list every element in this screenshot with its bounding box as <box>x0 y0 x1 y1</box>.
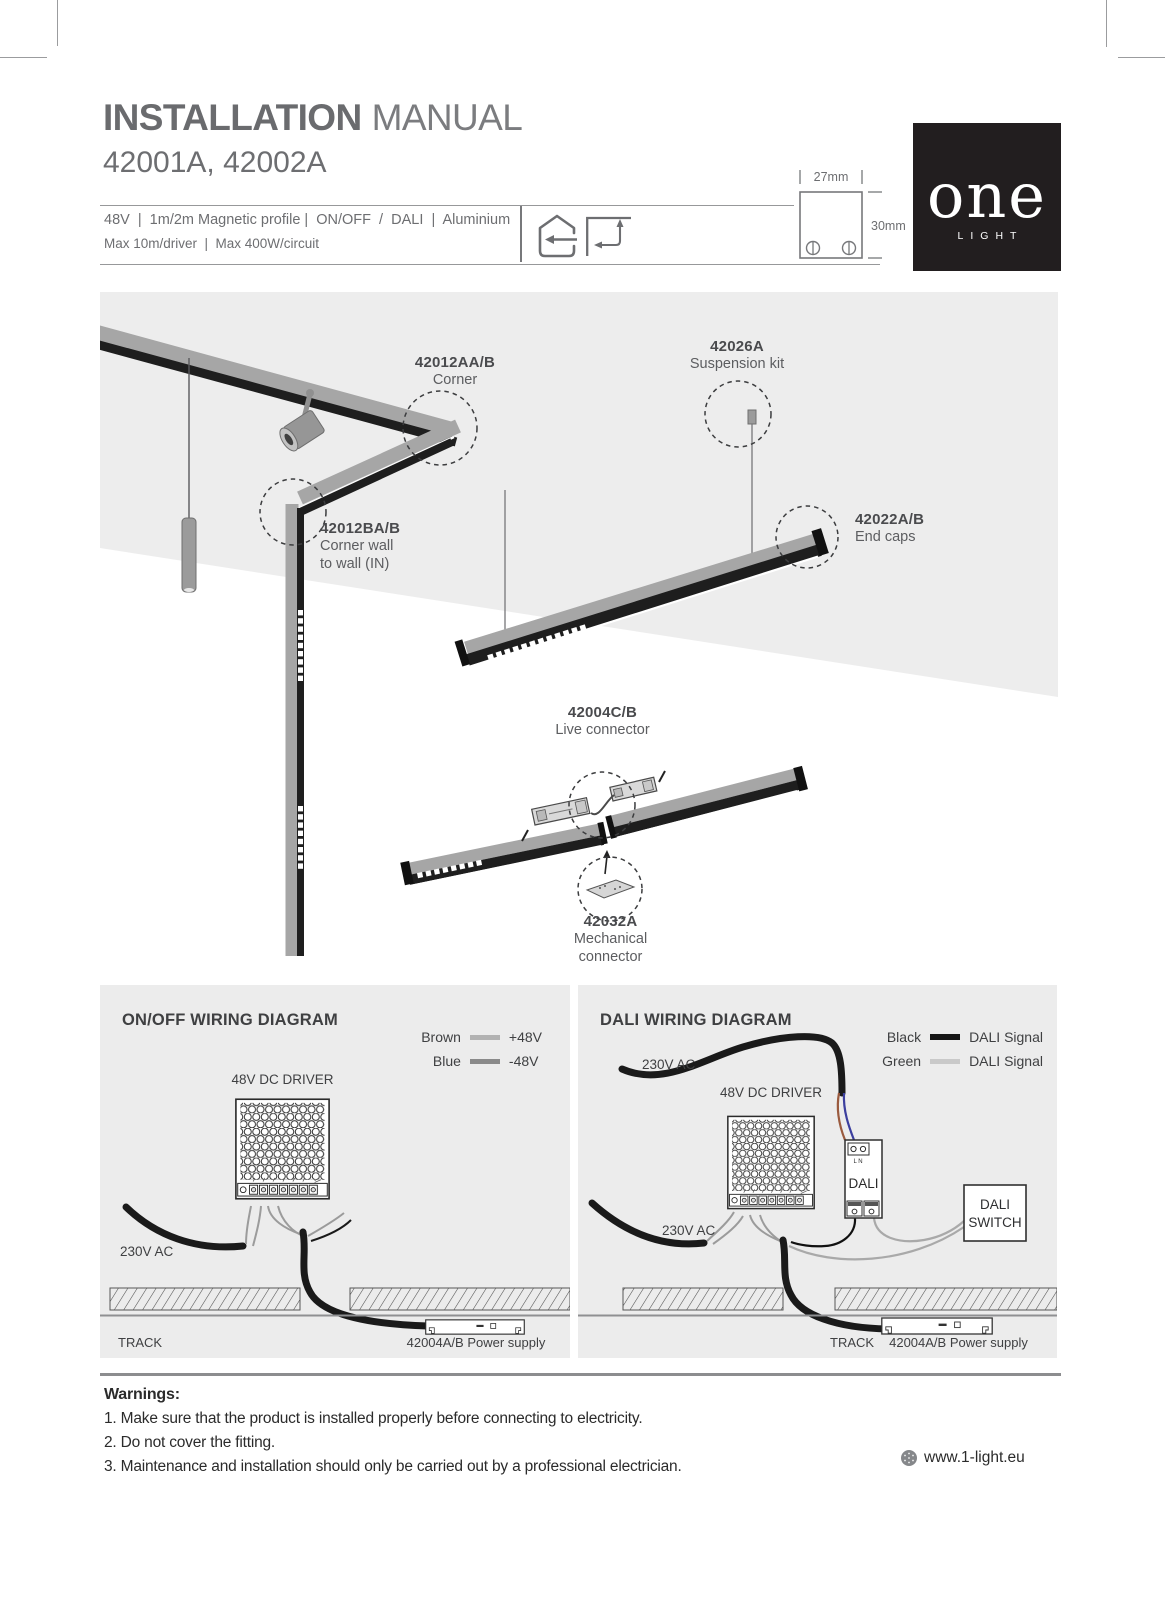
adjustable-direction-icon <box>586 211 632 257</box>
callout-mechanical-line2: connector <box>578 948 643 965</box>
onoff-driver-label: 48V DC DRIVER <box>231 1072 334 1087</box>
callout-mechanical <box>548 913 673 967</box>
callout-mechanical-line1: Mechanical <box>573 931 648 948</box>
onoff-track-label: TRACK <box>118 1335 163 1350</box>
spec-line-1: 48V | 1m/2m Magnetic profile | ON/OFF / DALI | Aluminium <box>104 212 511 228</box>
onoff-legend <box>421 1029 542 1069</box>
dimension-height-label: 30mm <box>871 219 906 233</box>
dali-wiring-panel <box>578 985 1057 1358</box>
callout-suspension-code: 42026A <box>710 338 764 355</box>
callout-end-caps-label: End caps <box>855 529 916 546</box>
globe-icon <box>900 1449 918 1467</box>
callout-end-caps <box>855 511 965 547</box>
warning-item-1: 1. Make sure that the product is installed properly before connecting to electricity. <box>104 1410 643 1427</box>
dali-legend-green-swatch <box>930 1059 960 1064</box>
suspension-kit-attachment <box>748 410 756 424</box>
dali-legend-black-swatch <box>930 1034 960 1040</box>
dali-module <box>845 1140 882 1218</box>
callout-suspension <box>672 338 802 374</box>
dali-title: DALI WIRING DIAGRAM <box>600 1011 792 1029</box>
dimension-width-label: 27mm <box>813 170 849 184</box>
dali-module-label: DALI <box>848 1176 879 1191</box>
crop-mark-top-left-h <box>0 57 47 58</box>
warnings-heading: Warnings: <box>104 1386 180 1403</box>
dali-supply-label: 42004A/B Power supply <box>889 1335 1028 1350</box>
dali-legend <box>882 1029 1043 1069</box>
live-connector-left <box>532 798 590 825</box>
onoff-title: ON/OFF WIRING DIAGRAM <box>122 1011 338 1029</box>
brand-logo-main: one <box>927 159 1047 232</box>
callout-corner-label: Corner <box>432 372 478 389</box>
dali-mains-bottom-label: 230V AC <box>662 1223 716 1238</box>
dali-legend-green-value: DALI Signal <box>969 1053 1043 1069</box>
onoff-legend-blue-swatch <box>470 1059 500 1064</box>
warning-item-2: 2. Do not cover the fitting. <box>104 1434 276 1451</box>
dali-switch-line1: DALI <box>979 1197 1010 1212</box>
footer-rule <box>100 1373 1061 1376</box>
callout-suspension-label: Suspension kit <box>689 356 785 373</box>
onoff-legend-brown-swatch <box>470 1035 500 1040</box>
callout-corner-wall-line1: Corner wall <box>320 538 394 555</box>
dali-track-label: TRACK <box>830 1335 875 1350</box>
assembly-diagram-drawing <box>100 292 1058 980</box>
onoff-legend-brown-value: +48V <box>508 1029 542 1045</box>
callout-end-caps-code: 42022A/B <box>855 511 925 528</box>
onoff-legend-brown-name: Brown <box>421 1029 461 1045</box>
onoff-supply-label: 42004A/B Power supply <box>406 1335 546 1350</box>
callout-live-connector-code: 42004C/B <box>567 704 638 721</box>
live-connector-right <box>610 777 657 801</box>
crop-mark-top-right-h <box>1118 57 1165 58</box>
track-joint-assembly <box>400 766 808 898</box>
dali-switch-label <box>964 1196 1026 1231</box>
header-rule-top <box>100 205 794 206</box>
dali-legend-black-name: Black <box>886 1029 922 1045</box>
dali-mains-top-label: 230V AC <box>642 1057 696 1072</box>
model-numbers: 42001A, 42002A <box>103 146 327 179</box>
onoff-wiring-panel <box>100 985 570 1358</box>
callout-corner-wall-line2: to wall (IN) <box>320 555 390 572</box>
spec-divider <box>520 206 522 262</box>
onoff-driver-box <box>236 1099 329 1199</box>
callout-live-connector <box>540 704 665 740</box>
dali-switch-line2: SWITCH <box>968 1214 1022 1230</box>
page-title-light: MANUAL <box>371 97 523 138</box>
mechanical-connector-plate <box>587 850 634 898</box>
dali-module-terminal-labels: L N <box>853 1159 863 1165</box>
crop-mark-top-left-v <box>57 0 58 46</box>
callout-corner-wall-code: 42012BA/B <box>320 520 401 537</box>
assembly-diagram <box>100 292 1058 980</box>
indoor-use-icon <box>532 212 578 260</box>
spec-line-2: Max 10m/driver | Max 400W/circuit <box>104 236 320 251</box>
dali-driver-label: 48V DC DRIVER <box>719 1085 823 1100</box>
onoff-legend-blue-name: Blue <box>432 1053 461 1069</box>
callout-mechanical-code: 42032A <box>583 913 638 930</box>
callout-corner-code: 42012AA/B <box>414 354 496 371</box>
warning-item-3: 3. Maintenance and installation should only be carried out by a professional electrician. <box>104 1458 682 1475</box>
callout-corner <box>395 354 515 390</box>
onoff-mains-label: 230V AC <box>120 1244 174 1259</box>
dali-legend-black-value: DALI Signal <box>969 1029 1043 1045</box>
dali-legend-green-name: Green <box>882 1053 922 1069</box>
onoff-power-supply-box <box>426 1320 525 1334</box>
crop-mark-top-right-v <box>1106 0 1107 47</box>
onoff-legend-blue-value: -48V <box>508 1053 539 1069</box>
brand-logo-sub: LIGHT <box>957 230 1024 242</box>
page-title <box>103 97 522 139</box>
dali-driver-box <box>728 1116 814 1208</box>
brand-logo <box>913 123 1061 271</box>
page-title-bold: INSTALLATION <box>103 97 362 138</box>
callout-live-connector-label: Live connector <box>555 722 650 739</box>
callout-corner-wall <box>320 520 430 574</box>
profile-dimension-drawing <box>744 160 914 275</box>
website-link[interactable]: www.1-light.eu <box>924 1449 1025 1466</box>
dali-power-supply-box <box>882 1318 992 1334</box>
